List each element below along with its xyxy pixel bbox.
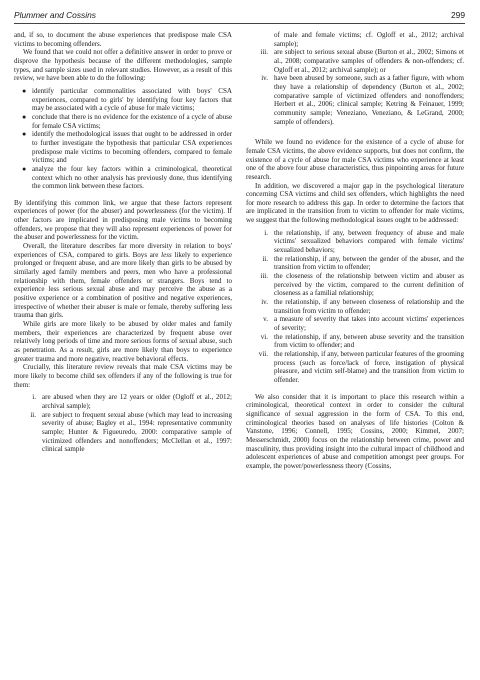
bullet-icon: ● [22, 112, 27, 121]
left-column [14, 31, 232, 471]
paragraph: While girls are more likely to be abused by older males and family members, their experiences are characterized by frequent abuse over relatively long periods of time and more serious forms of sexual abuse, such as penetration. As a result, girls are more likely than boys to experience greater trauma and more negative, reactive behavioral effects. [14, 320, 232, 363]
list-item [20, 113, 232, 130]
list-item-text: the closeness of the relationship between victim and abuser as perceived by the victim, compared to the current definition of closeness as a familial relationship; [274, 272, 464, 298]
emphasis-text: less [161, 250, 172, 259]
list-item-text: identify the methodological issues that ought to be addressed in order to further investigate the hypothesis that particular CSA experiences predispose male victims to becoming offenders, compared to female victims; and [32, 130, 232, 165]
list-number: iii. [260, 48, 268, 57]
page-number: 299 [451, 10, 465, 20]
bullet-icon: ● [22, 86, 27, 95]
list-item [20, 87, 232, 113]
bullet-icon: ● [22, 130, 27, 139]
list-number: vii. [258, 349, 268, 358]
list-item-text: conclude that there is no evidence for the existence of a cycle of abuse for female CSA victims; [32, 112, 232, 130]
list-item [20, 393, 232, 410]
list-item [252, 229, 464, 255]
list-item-text: the relationship, if any, between particular features of the grooming process (such as force/lack of force, instigation of physical pleasure, and victim self-blame) and the transition from victim to offender. [274, 349, 464, 384]
list-number: ii. [30, 410, 36, 419]
risk-factor-list [14, 393, 232, 454]
list-item-continuation [252, 31, 464, 48]
paragraph: Crucially, this literature review reveals that male CSA victims may be more likely to become child sex offenders if any of the following is true for them: [14, 363, 232, 389]
text-run: Overall, the literature describes far more diversity in relation to boys' experiences of CSA, compared to girls. Boys are [14, 242, 232, 259]
paragraph: In addition, we discovered a major gap in the psychological literature concerning CSA victims and child sex offenders, which highlights the need for more research to address this gap. In order to determine the factors that are implicated in the transition from to victim to offender for male victims, we suggest that the following methodological issues ought to be addressed: [246, 181, 464, 225]
paragraph: We also consider that it is important to place this research within a criminological, theoretical context in order to consider the cultural significance of sexual aggression in the form of CSA. To this end, criminological theories based on analyses of life histories (Colton & Vanstone, 1996; Connell, 1995; Cossins, 2000; Kimmel, 2007; Messerschmidt, 2000) focus on the relationship between crime, power and masculinity, thus providing insight into the cultural impact of childhood and adolescent experiences of abuse and competition amongst peer groups. For example, the power/powerlessness theory (Cossins, [246, 392, 464, 470]
list-item-text: identify particular commonalities associated with boys' CSA experiences, compared to girls' by identifying four key factors that may be associated with a cycle of abuse for male victims; [32, 86, 232, 113]
list-number: ii. [262, 254, 268, 263]
list-item-text: the relationship, if any, between frequency of abuse and male victims' sexualized behaviors compared with female victims' sexualized behaviors; [274, 228, 464, 255]
paragraph: We found that we could not offer a definitive answer in order to prove or disprove the hypothesis because of the different methodologies, sample types, and sample sizes used in relevant studies. However, as a result of this review, we have been able to do the following: [14, 48, 232, 83]
bullet-icon: ● [22, 164, 27, 173]
list-item [20, 165, 232, 191]
list-item [252, 272, 464, 298]
list-item-text: are subject to serious sexual abuse (Burton et al., 2002; Simons et al., 2008; comparative samples of offenders & non-offenders; cf. Ogloff et al., 2012; archival sample); or [274, 48, 464, 74]
list-item [252, 350, 464, 385]
list-number: iii. [260, 272, 268, 281]
list-item-text: are subject to frequent sexual abuse (which may lead to increasing severity of abuse; Bagley et al., 1994: representative community sample; Hunter & Figueuredo, 2000: comparative sample of victimized offenders and nonoffenders; McClellan et al., 1997: clinical sample [42, 410, 232, 454]
paragraph: While we found no evidence for the existence of a cycle of abuse for female CSA victims, the above evidence supports, but does not confirm, the existence of a cycle of abuse for male CSA victims who experience at least one of the above four abuse characteristics, thus pinpointing areas for future research. [246, 138, 464, 181]
methodological-issues-list [246, 229, 464, 385]
list-item-text: the relationship, if any between closeness of relationship and the transition from victim to offender; [274, 298, 464, 315]
list-item-text: of male and female victims; cf. Ogloff et al., 2012; archival sample); [274, 31, 464, 48]
list-item [252, 333, 464, 350]
list-item-text: analyze the four key factors within a criminological, theoretical context which no other analysis has previously done, thus identifying the common link between these factors. [32, 164, 232, 191]
list-item-text: the relationship, if any, between abuse severity and the transition from victim to offender; and [274, 332, 464, 350]
list-item [252, 298, 464, 315]
list-item-text: the relationship, if any, between the gender of the abuser, and the transition from victim to offender; [274, 254, 464, 272]
list-item [252, 74, 464, 126]
list-item-text: a measure of severity that takes into account victims' experiences of severity; [274, 315, 464, 332]
list-number: iv. [261, 74, 268, 83]
list-number: i. [32, 393, 36, 402]
list-number: i. [264, 228, 268, 237]
list-item [252, 255, 464, 272]
list-number: v. [263, 315, 268, 324]
page-header [14, 10, 465, 24]
risk-factor-list-continued [246, 31, 464, 126]
running-head: Plummer and Cossins [14, 10, 96, 20]
paragraph [14, 242, 232, 320]
list-item [20, 130, 232, 165]
paragraph: By identifying this common link, we argue that these factors represent experiences of power (for the abuser) and powerlessness (for the victim). If other factors are implicated in predisposing male victims to becoming offenders, we propose that they will also represent experiences of power for the abuser and powerlessness for the victim. [14, 198, 232, 242]
list-item [252, 48, 464, 74]
two-column-body [14, 31, 465, 471]
list-item-text: are abused when they are 12 years or older (Ogloff et al., 2012; archival sample); [42, 393, 232, 410]
list-number: iv. [261, 298, 268, 307]
findings-bullet-list [14, 87, 232, 191]
list-item [252, 315, 464, 332]
right-column [246, 31, 464, 471]
paragraph: and, if so, to document the abuse experiences that predispose male CSA victims to becoming offenders. [14, 31, 232, 48]
list-item-text: have been abused by someone, such as a father figure, with whom they have a relationship of dependency (Burton et al., 2002; comparative sample of victimized offenders and nonoffenders; Herbert et al., 2006; clinical sample; Ketring & Feinauer, 1999; community sample; Veneziano, Veneziano, & LeGrand, 2000; sample of offenders). [274, 74, 464, 126]
text-run: likely to experience prolonged or frequent abuse, and are more likely than girls to be abused by similarly aged family members and peers, men who have a professional relationship with them, female offenders or strangers. Boys tend to experience less serious sexual abuse and may perceive the abuse as a positive experience or a combination of positive and negative experiences, irrespective of whether their abuser is male or female, thereby suffering less trauma than girls. [14, 250, 232, 320]
list-number: vi. [260, 332, 268, 341]
list-item [20, 411, 232, 454]
